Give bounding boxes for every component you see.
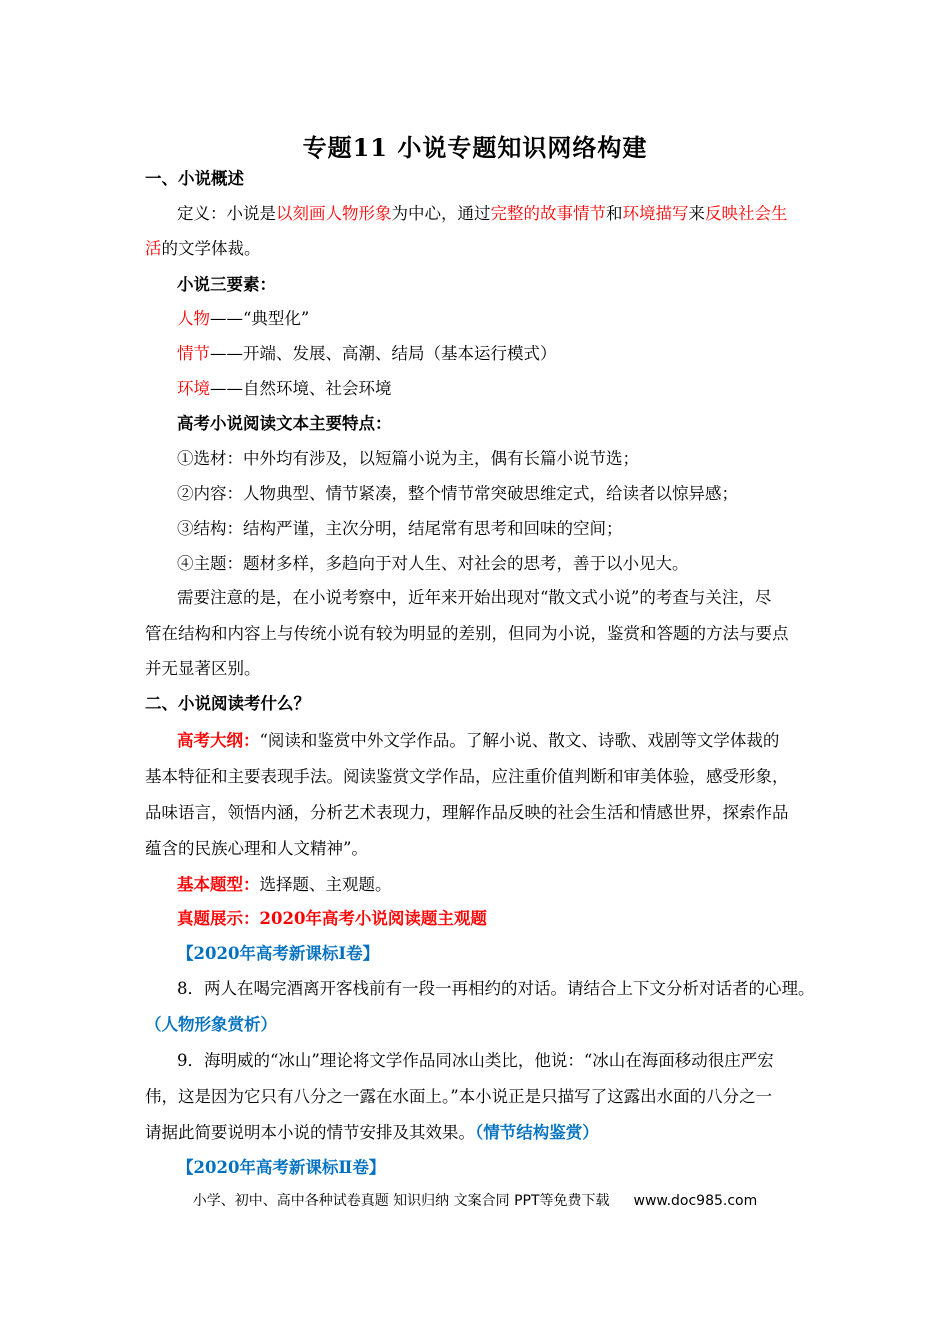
outline-label: 高考大纲： (177, 731, 260, 750)
section-heading-exam: 二、小说阅读考什么？ (145, 694, 310, 713)
footer-text: 小学、初中、高中各种试卷真题 知识归纳 文案合同 PPT等免费下载 (192, 1193, 610, 1209)
question-9-line-3: 请据此简要说明本小说的情节安排及其效果。（情节结构鉴赏） (145, 1123, 599, 1142)
page-title: 专题11 小说专题知识网络构建 (302, 133, 648, 162)
definition-line-2: 活的文学体裁。 (145, 239, 261, 258)
element-plot: 情节——开端、发展、高潮、结局（基本运行模式） (177, 344, 557, 363)
question-9-line-2: 伟，这是因为它只有八分之一露在水面上。”本小说正是只描写了这露出水面的八分之一 (145, 1087, 773, 1106)
paper-heading-2: 【2020年高考新课标Ⅱ卷】 (177, 1158, 386, 1177)
feature-item: ①选材：中外均有涉及，以短篇小说为主，偶有长篇小说节选； (177, 449, 639, 468)
note-paragraph-line: 需要注意的是，在小说考察中，近年来开始出现对“散文式小说”的考查与关注，尽 (177, 588, 772, 607)
page-footer (0, 1190, 950, 1210)
outline-line-4: 蕴含的民族心理和人文精神”。 (145, 839, 368, 858)
highlight-text: 完整的故事情节 (490, 204, 606, 223)
outline-line-2: 基本特征和主要表现手法。阅读鉴赏文学作品，应注重价值判断和审美体验，感受形象， (145, 767, 789, 786)
question-types: 基本题型：选择题、主观题。 (177, 875, 392, 894)
element-character: 人物——“典型化” (177, 309, 310, 328)
types-label: 基本题型： (177, 875, 260, 894)
feature-item: ②内容：人物典型、情节紧凑，整个情节常突破思维定式，给读者以惊异感； (177, 484, 738, 503)
element-environment: 环境——自然环境、社会环境 (177, 379, 392, 398)
outline-line-1: 高考大纲：“阅读和鉴赏中外文学作品。了解小说、散文、诗歌、戏剧等文学体裁的 (177, 731, 780, 750)
highlight-text: 活 (145, 239, 162, 258)
question-9-line-1: 9．海明威的“冰山”理论将文学作品同冰山类比，他说：“冰山在海面移动很庄严宏 (177, 1051, 774, 1070)
elements-heading: 小说三要素： (177, 275, 276, 294)
highlight-text: 反映社会生 (705, 204, 788, 223)
question-9-tag: （情节结构鉴赏） (475, 1123, 599, 1142)
note-paragraph-line: 并无显著区别。 (145, 659, 261, 678)
feature-item: ③结构：结构严谨，主次分明，结尾常有思考和回味的空间； (177, 519, 623, 538)
highlight-text: 环境描写 (622, 204, 689, 223)
features-heading: 高考小说阅读文本主要特点： (177, 414, 392, 433)
paper-heading-1: 【2020年高考新课标Ⅰ卷】 (177, 944, 380, 963)
outline-line-3: 品味语言，领悟内涵，分析艺术表现力，理解作品反映的社会生活和情感世界，探索作品 (145, 803, 789, 822)
question-8: 8．两人在喝完酒离开客栈前有一段一再相约的对话。请结合上下文分析对话者的心理。 (177, 979, 815, 998)
footer-url[interactable]: www.doc985.com (633, 1193, 758, 1209)
definition-line-1: 定义：小说是以刻画人物形象为中心，通过完整的故事情节和环境描写来反映社会生 (177, 204, 788, 223)
feature-item: ④主题：题材多样，多趋向于对人生、对社会的思考，善于以小见大。 (177, 554, 689, 573)
note-paragraph-line: 管在结构和内容上与传统小说有较为明显的差别，但同为小说，鉴赏和答题的方法与要点 (145, 624, 789, 643)
section-heading-overview: 一、小说概述 (145, 169, 244, 188)
question-8-tag: （人物形象赏析） (145, 1015, 277, 1034)
highlight-text: 以刻画人物形象 (276, 204, 392, 223)
showcase-heading: 真题展示：2020年高考小说阅读题主观题 (177, 909, 487, 928)
